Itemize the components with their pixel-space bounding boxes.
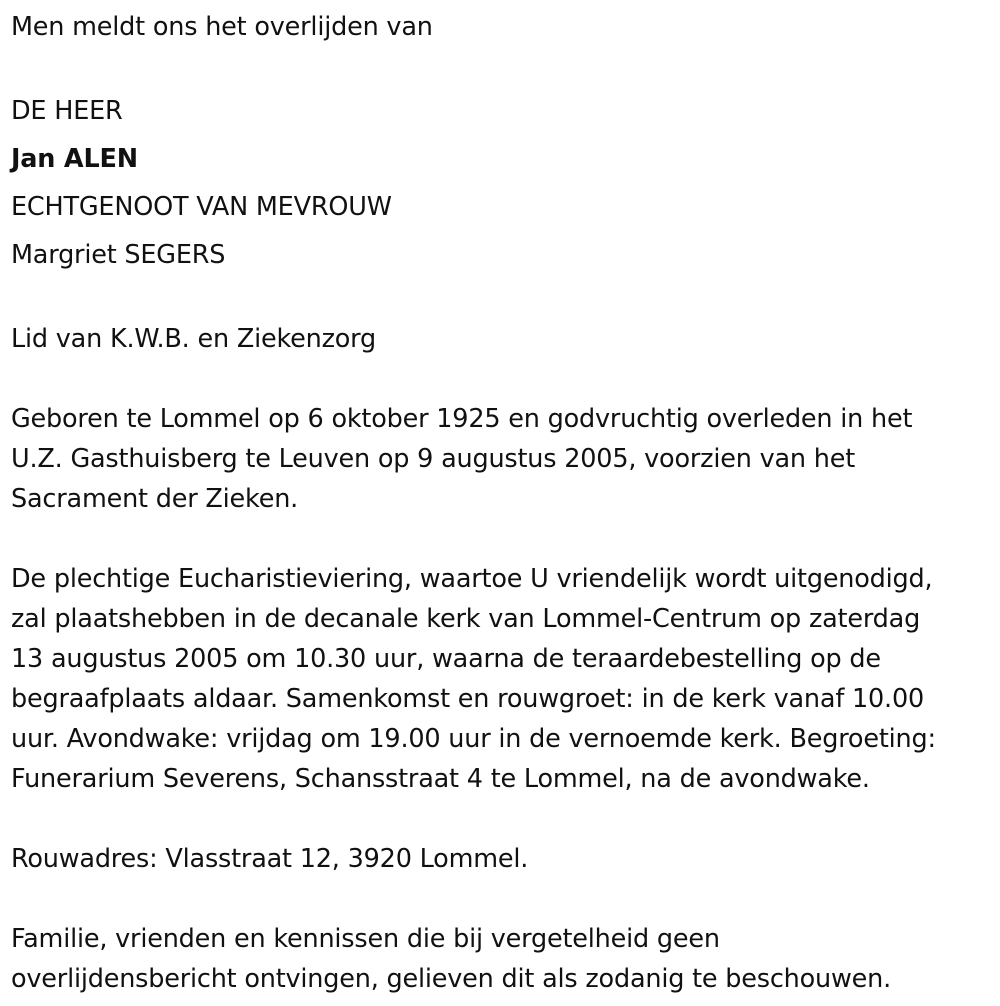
paragraph-line: zal plaatshebben in de decanale kerk van Lommel-Centrum op zaterdag — [11, 604, 921, 634]
spacer — [11, 359, 996, 399]
spacer — [11, 879, 996, 919]
spacer — [11, 519, 996, 559]
honorific: DE HEER — [11, 96, 123, 126]
closing-paragraph — [11, 919, 996, 999]
membership-line: Lid van K.W.B. en Ziekenzorg — [11, 324, 377, 354]
deceased-name: Jan ALEN — [11, 144, 138, 174]
spacer — [11, 47, 996, 87]
relation-line: ECHTGENOOT VAN MEVROUW — [11, 192, 392, 222]
ceremony-paragraph — [11, 559, 996, 799]
spouse-name: Margriet SEGERS — [11, 240, 226, 270]
paragraph-line: De plechtige Eucharistieviering, waartoe U vriendelijk wordt uitgenodigd, — [11, 564, 933, 594]
paragraph-line: Sacrament der Zieken. — [11, 484, 299, 514]
paragraph-line: 13 augustus 2005 om 10.30 uur, waarna de teraardebestelling op de — [11, 644, 881, 674]
paragraph-line: Familie, vrienden en kennissen die bij vergetelheid geen — [11, 924, 720, 954]
paragraph-line: Funerarium Severens, Schansstraat 4 te Lommel, na de avondwake. — [11, 764, 870, 794]
intro-line: Men meldt ons het overlijden van — [11, 12, 433, 42]
paragraph-line: overlijdensbericht ontvingen, gelieven dit als zodanig te beschouwen. — [11, 964, 892, 994]
birth-death-paragraph — [11, 399, 996, 519]
spacer — [11, 799, 996, 839]
paragraph-line: uur. Avondwake: vrijdag om 19.00 uur in de vernoemde kerk. Begroeting: — [11, 724, 936, 754]
paragraph-line: begraafplaats aldaar. Samenkomst en rouwgroet: in de kerk vanaf 10.00 — [11, 684, 925, 714]
mourning-address: Rouwadres: Vlasstraat 12, 3920 Lommel. — [11, 844, 529, 874]
paragraph-line: Geboren te Lommel op 6 oktober 1925 en godvruchtig overleden in het — [11, 404, 913, 434]
spacer — [11, 279, 996, 319]
death-notice — [11, 7, 996, 999]
paragraph-line: U.Z. Gasthuisberg te Leuven op 9 augustus 2005, voorzien van het — [11, 444, 856, 474]
